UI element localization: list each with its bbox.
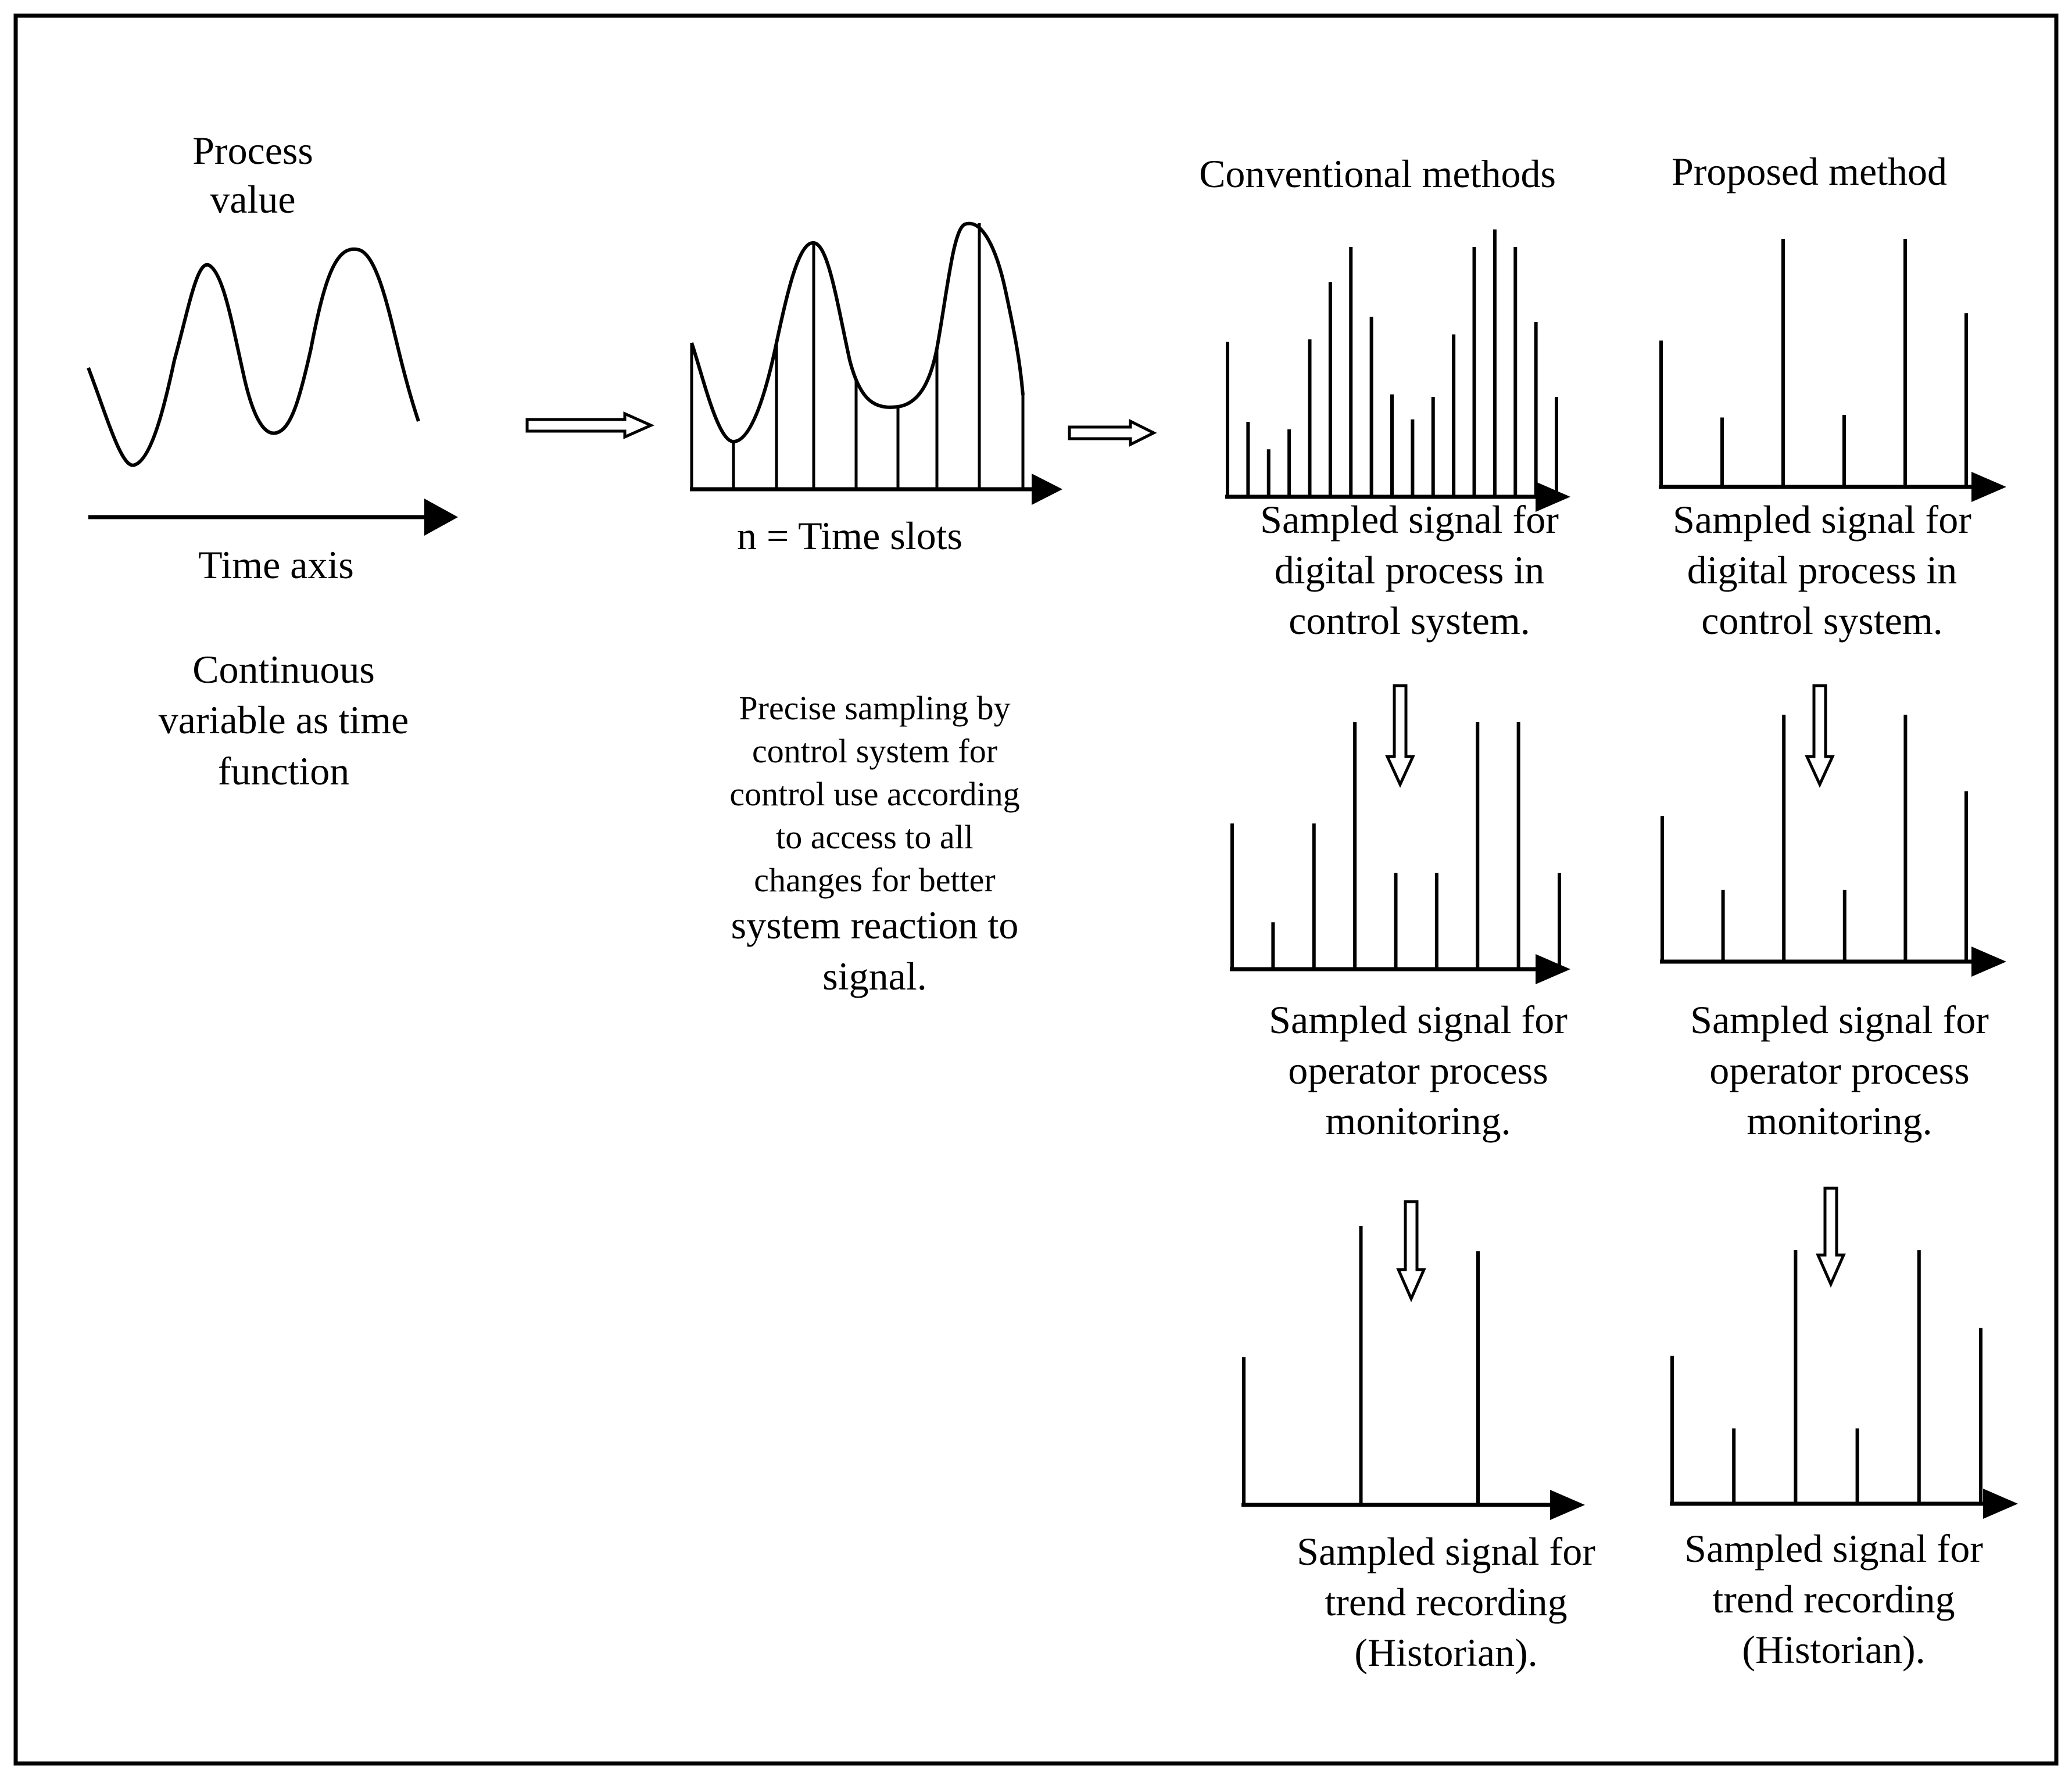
sampling-caption-line6: system reaction to bbox=[731, 903, 1019, 947]
caption-line: Sampled signal for bbox=[1673, 497, 1971, 542]
caption-line: (Historian). bbox=[1354, 1630, 1538, 1675]
time-axis-arrowhead bbox=[1550, 1490, 1585, 1520]
conventional-digital-caption bbox=[1260, 497, 1559, 643]
continuous-signal-panel bbox=[88, 128, 458, 793]
sampling-caption-line2: control system for bbox=[751, 732, 998, 770]
continuous-caption-line3: function bbox=[217, 749, 350, 793]
time-axis-label: Time axis bbox=[198, 543, 354, 587]
caption-line: control system. bbox=[1701, 598, 1943, 643]
hollow-arrow-down-prop-2 bbox=[1818, 1188, 1844, 1284]
time-axis-arrowhead bbox=[1983, 1489, 2018, 1519]
continuous-caption-line1: Continuous bbox=[192, 647, 375, 691]
caption-line: monitoring. bbox=[1747, 1099, 1933, 1143]
time-slots-label: n = Time slots bbox=[737, 514, 962, 558]
caption-line: control system. bbox=[1289, 598, 1530, 643]
proposed-trend-caption bbox=[1684, 1526, 1983, 1672]
proposed-trend-chart bbox=[1670, 1250, 2018, 1519]
proposed-digital-chart bbox=[1659, 239, 2006, 502]
caption-line: Sampled signal for bbox=[1269, 998, 1568, 1042]
sampling-caption-line4: to access to all bbox=[776, 818, 974, 856]
sampling-panel bbox=[690, 223, 1062, 998]
proposed-operator-chart bbox=[1660, 715, 2006, 977]
hollow-arrow-down-prop-1 bbox=[1807, 686, 1833, 784]
continuous-waveform bbox=[88, 249, 418, 465]
caption-line: (Historian). bbox=[1742, 1628, 1926, 1672]
caption-line: Sampled signal for bbox=[1684, 1526, 1983, 1571]
caption-line: Sampled signal for bbox=[1260, 497, 1559, 542]
time-axis-arrowhead bbox=[1971, 947, 2006, 977]
hollow-arrow-down-conv-2 bbox=[1398, 1202, 1424, 1299]
caption-line: trend recording bbox=[1325, 1580, 1568, 1624]
sampling-caption-line5: changes for better bbox=[754, 861, 996, 899]
hollow-arrow-right-2 bbox=[1069, 421, 1154, 445]
proposed-method-header: Proposed method bbox=[1671, 149, 1948, 193]
time-axis-arrowhead bbox=[424, 499, 458, 536]
sampling-caption-line3: control use according bbox=[729, 775, 1020, 813]
caption-line: operator process bbox=[1288, 1048, 1548, 1092]
process-value-label-line1: Process bbox=[192, 128, 313, 173]
time-slot-lines bbox=[692, 223, 1023, 489]
outer-frame bbox=[16, 16, 2056, 1763]
caption-line: operator process bbox=[1709, 1048, 1970, 1092]
proposed-operator-caption bbox=[1690, 998, 1989, 1143]
caption-line: monitoring. bbox=[1325, 1099, 1511, 1143]
conventional-operator-caption bbox=[1269, 998, 1568, 1143]
caption-line: digital process in bbox=[1687, 548, 1958, 592]
conventional-trend-caption bbox=[1297, 1529, 1595, 1675]
time-axis-arrowhead bbox=[1536, 954, 1570, 984]
time-slots-axis-arrowhead bbox=[1032, 474, 1062, 505]
process-value-label-line2: value bbox=[210, 177, 296, 221]
caption-line: Sampled signal for bbox=[1690, 998, 1989, 1042]
caption-line: digital process in bbox=[1274, 548, 1545, 592]
conventional-methods-header: Conventional methods bbox=[1199, 152, 1556, 196]
sampling-caption-line1: Precise sampling by bbox=[739, 689, 1011, 727]
conventional-digital-chart bbox=[1225, 230, 1570, 512]
caption-line: Sampled signal for bbox=[1297, 1529, 1595, 1573]
time-axis-arrowhead bbox=[1971, 472, 2006, 502]
proposed-digital-caption bbox=[1673, 497, 1971, 643]
hollow-arrow-right-1 bbox=[527, 414, 651, 437]
continuous-caption-line2: variable as time bbox=[158, 698, 409, 742]
caption-line: trend recording bbox=[1712, 1577, 1955, 1621]
sampling-caption-line7: signal. bbox=[822, 954, 927, 998]
hollow-arrow-down-conv-1 bbox=[1387, 686, 1413, 784]
